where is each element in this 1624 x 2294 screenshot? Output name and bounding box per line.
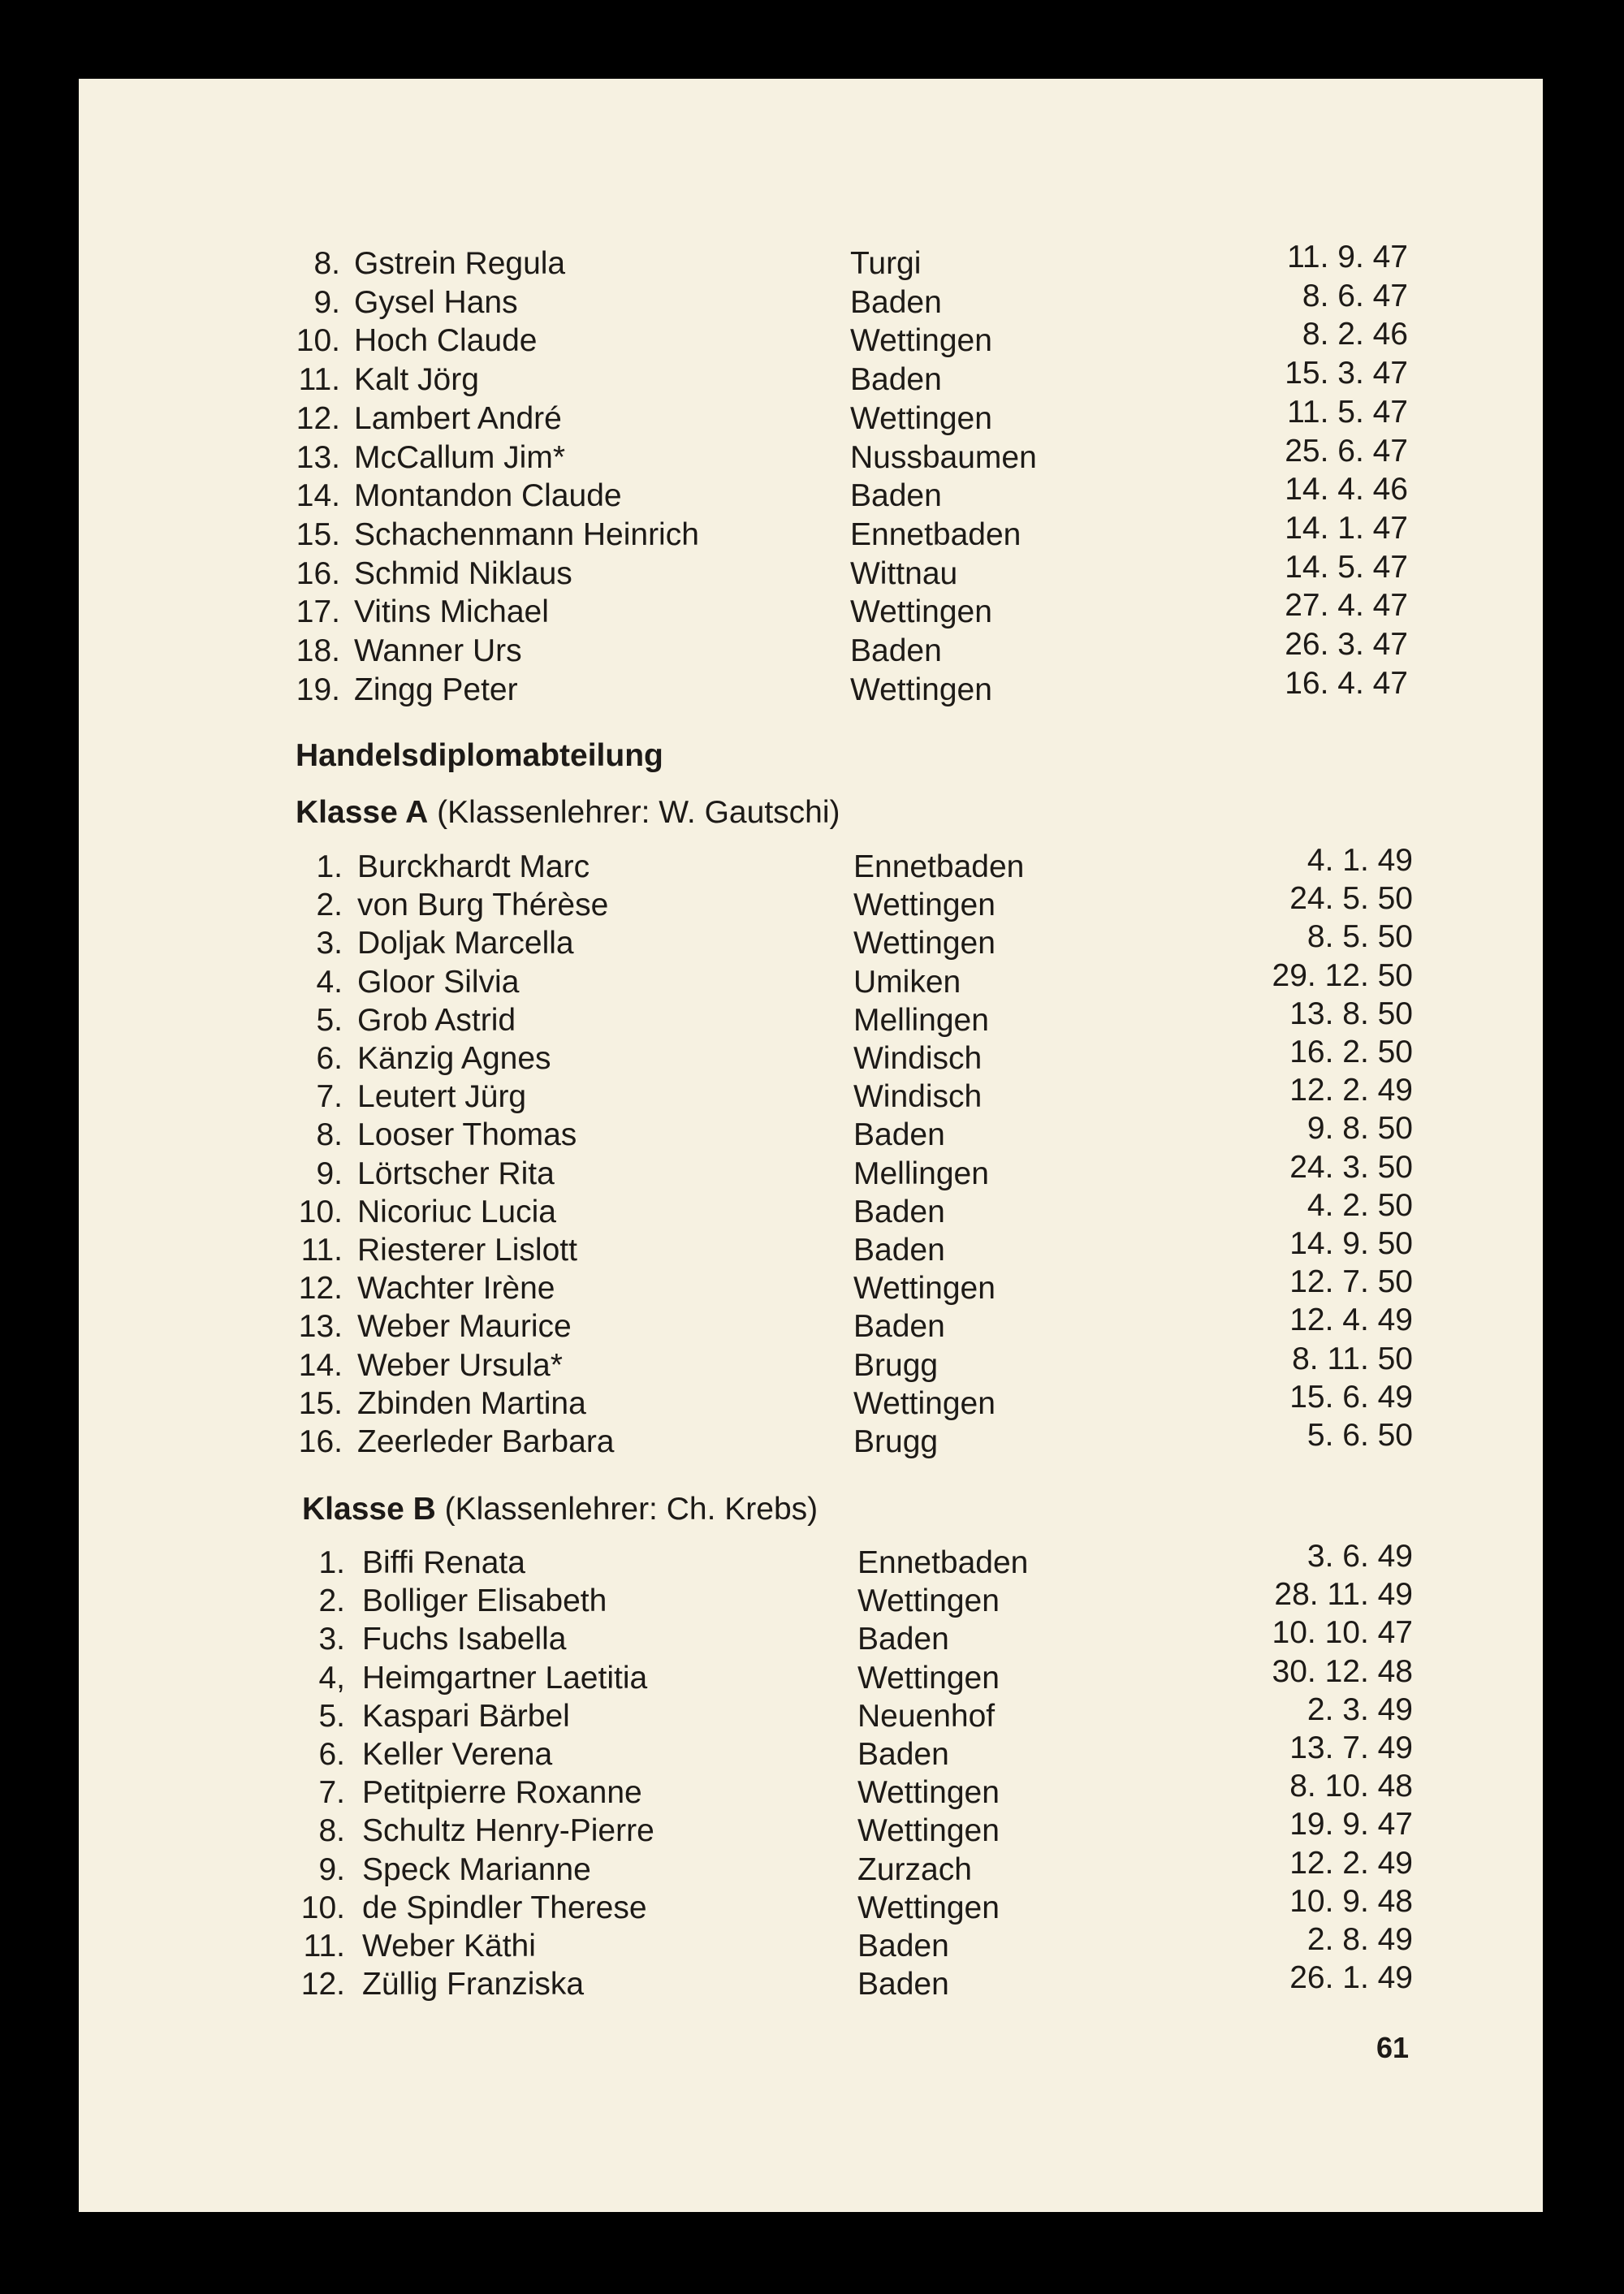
student-place: Wettingen xyxy=(853,926,996,961)
birth-date: 4. 2. 50 xyxy=(1307,1187,1413,1223)
row-number: 8. xyxy=(318,1813,345,1849)
birth-date: 8. 2. 46 xyxy=(1302,317,1408,352)
student-name: Doljak Marcella xyxy=(357,926,574,961)
student-name: Vitins Michael xyxy=(354,594,549,630)
row-number: 18. xyxy=(296,633,340,668)
student-place: Baden xyxy=(857,1622,949,1657)
student-place: Turgi xyxy=(850,246,922,281)
student-name: Grob Astrid xyxy=(357,1002,516,1038)
row-number: 5. xyxy=(318,1698,345,1734)
student-place: Wettingen xyxy=(857,1660,1000,1696)
student-place: Wettingen xyxy=(857,1813,1000,1849)
student-place: Baden xyxy=(850,362,942,398)
birth-date: 10. 9. 48 xyxy=(1289,1883,1413,1919)
birth-date: 10. 10. 47 xyxy=(1272,1615,1413,1651)
student-name: McCallum Jim* xyxy=(354,439,566,475)
student-place: Ennetbaden xyxy=(850,516,1021,552)
row-number: 16. xyxy=(298,1424,343,1459)
student-place: Wettingen xyxy=(857,1583,1000,1619)
student-place: Wettingen xyxy=(850,400,992,436)
klasse-b-heading xyxy=(302,1492,818,1527)
student-place: Baden xyxy=(853,1233,945,1268)
student-name: Wanner Urs xyxy=(354,633,522,668)
student-place: Wettingen xyxy=(850,672,992,707)
student-name: Zeerleder Barbara xyxy=(357,1424,615,1459)
row-number: 9. xyxy=(316,1156,343,1191)
student-name: Gysel Hans xyxy=(354,284,518,320)
row-number: 2. xyxy=(316,888,343,923)
student-name: Looser Thomas xyxy=(357,1117,577,1153)
student-name: Wachter Irène xyxy=(357,1271,555,1307)
student-place: Baden xyxy=(853,1194,945,1229)
birth-date: 25. 6. 47 xyxy=(1285,433,1408,469)
row-number: 2. xyxy=(318,1583,345,1619)
birth-date: 2. 3. 49 xyxy=(1307,1691,1413,1727)
row-number: 7. xyxy=(316,1079,343,1115)
row-number: 8. xyxy=(313,246,340,281)
row-number: 1. xyxy=(318,1545,345,1580)
row-number: 10. xyxy=(296,323,340,359)
row-number: 9. xyxy=(318,1851,345,1887)
student-name: Leutert Jürg xyxy=(357,1079,527,1115)
list-item xyxy=(79,1960,1543,2003)
row-number: 5. xyxy=(316,1002,343,1038)
list-item xyxy=(79,665,1543,709)
birth-date: 15. 6. 49 xyxy=(1289,1379,1413,1415)
student-name: Weber Maurice xyxy=(357,1309,572,1345)
student-name: Kalt Jörg xyxy=(354,362,479,398)
student-place: Wettingen xyxy=(857,1775,1000,1811)
student-place: Windisch xyxy=(853,1079,983,1115)
student-place: Baden xyxy=(853,1309,945,1345)
student-place: Baden xyxy=(853,1117,945,1153)
birth-date: 13. 8. 50 xyxy=(1289,996,1413,1031)
student-place: Wettingen xyxy=(850,594,992,630)
student-name: von Burg Thérèse xyxy=(357,888,609,923)
birth-date: 9. 8. 50 xyxy=(1307,1111,1413,1147)
birth-date: 16. 4. 47 xyxy=(1285,665,1408,701)
row-number: 13. xyxy=(296,439,340,475)
row-number: 13. xyxy=(298,1309,343,1345)
row-number: 11. xyxy=(298,362,340,398)
student-place: Ennetbaden xyxy=(857,1545,1029,1580)
birth-date: 30. 12. 48 xyxy=(1272,1653,1413,1689)
student-place: Baden xyxy=(857,1737,949,1772)
birth-date: 24. 3. 50 xyxy=(1289,1149,1413,1185)
list-item xyxy=(79,1418,1543,1461)
birth-date: 4. 1. 49 xyxy=(1307,843,1413,878)
student-place: Baden xyxy=(850,478,942,514)
birth-date: 3. 6. 49 xyxy=(1307,1539,1413,1574)
student-name: Burckhardt Marc xyxy=(357,849,590,884)
student-name: Gstrein Regula xyxy=(354,246,566,281)
student-name: Heimgartner Laetitia xyxy=(362,1660,648,1696)
student-name: Zingg Peter xyxy=(354,672,518,707)
row-number: 6. xyxy=(316,1041,343,1076)
birth-date: 12. 4. 49 xyxy=(1289,1303,1413,1338)
student-name: Gloor Silvia xyxy=(357,964,520,1000)
klasse-b-title: Klasse B xyxy=(302,1492,436,1527)
student-name: Zbinden Martina xyxy=(357,1385,586,1421)
student-place: Windisch xyxy=(853,1041,983,1076)
student-name: Hoch Claude xyxy=(354,323,538,359)
student-name: Keller Verena xyxy=(362,1737,553,1772)
birth-date: 14. 5. 47 xyxy=(1285,549,1408,585)
row-number: 19. xyxy=(296,672,340,707)
student-place: Neuenhof xyxy=(857,1698,996,1734)
row-number: 17. xyxy=(296,594,340,630)
student-place: Baden xyxy=(857,1929,949,1964)
row-number: 10. xyxy=(298,1194,343,1229)
student-name: Nicoriuc Lucia xyxy=(357,1194,556,1229)
student-name: Lörtscher Rita xyxy=(357,1156,555,1191)
document-page xyxy=(79,79,1543,2212)
student-place: Baden xyxy=(857,1967,949,2002)
student-place: Wettingen xyxy=(853,1271,996,1307)
row-number: 12. xyxy=(300,1967,345,2002)
birth-date: 12. 2. 49 xyxy=(1289,1073,1413,1108)
student-place: Zurzach xyxy=(857,1851,972,1887)
student-place: Brugg xyxy=(853,1424,939,1459)
student-name: Lambert André xyxy=(354,400,562,436)
student-place: Mellingen xyxy=(853,1156,989,1191)
birth-date: 29. 12. 50 xyxy=(1272,957,1413,993)
student-name: Weber Ursula* xyxy=(357,1347,563,1383)
row-number: 11. xyxy=(300,1233,343,1268)
student-name: Känzig Agnes xyxy=(357,1041,551,1076)
birth-date: 8. 11. 50 xyxy=(1292,1341,1413,1376)
student-place: Mellingen xyxy=(853,1002,989,1038)
student-place: Baden xyxy=(850,284,942,320)
birth-date: 16. 2. 50 xyxy=(1289,1035,1413,1069)
row-number: 1. xyxy=(316,849,343,884)
row-number: 14. xyxy=(296,478,340,514)
student-name: Schmid Niklaus xyxy=(354,555,572,591)
row-number: 8. xyxy=(316,1117,343,1153)
row-number: 3. xyxy=(316,926,343,961)
student-name: de Spindler Therese xyxy=(362,1890,647,1925)
birth-date: 14. 1. 47 xyxy=(1285,510,1408,546)
student-place: Ennetbaden xyxy=(853,849,1025,884)
birth-date: 26. 1. 49 xyxy=(1289,1960,1413,1996)
klasse-a-teacher: (Klassenlehrer: W. Gautschi) xyxy=(437,795,840,830)
klasse-b-teacher: (Klassenlehrer: Ch. Krebs) xyxy=(444,1492,818,1527)
row-number: 4. xyxy=(316,964,343,1000)
student-name: Biffi Renata xyxy=(362,1545,525,1580)
row-number: 6. xyxy=(318,1737,345,1772)
student-place: Wittnau xyxy=(850,555,958,591)
birth-date: 5. 6. 50 xyxy=(1307,1418,1413,1453)
row-number: 15. xyxy=(298,1385,343,1421)
birth-date: 15. 3. 47 xyxy=(1285,356,1408,391)
student-place: Wettingen xyxy=(857,1890,1000,1925)
birth-date: 11. 5. 47 xyxy=(1287,394,1408,430)
student-name: Montandon Claude xyxy=(354,478,622,514)
birth-date: 28. 11. 49 xyxy=(1274,1577,1413,1613)
row-number: 10. xyxy=(300,1890,345,1925)
student-name: Fuchs Isabella xyxy=(362,1622,567,1657)
birth-date: 13. 7. 49 xyxy=(1289,1730,1413,1765)
student-place: Umiken xyxy=(853,964,961,1000)
row-number: 12. xyxy=(296,400,340,436)
student-name: Petitpierre Roxanne xyxy=(362,1775,642,1811)
birth-date: 8. 5. 50 xyxy=(1307,919,1413,955)
birth-date: 8. 10. 48 xyxy=(1289,1769,1413,1804)
birth-date: 8. 6. 47 xyxy=(1302,278,1408,313)
row-number: 7. xyxy=(318,1775,345,1811)
student-place: Wettingen xyxy=(850,323,992,359)
row-number: 12. xyxy=(298,1271,343,1307)
student-name: Züllig Franziska xyxy=(362,1967,585,2002)
birth-date: 12. 2. 49 xyxy=(1289,1845,1413,1881)
birth-date: 11. 9. 47 xyxy=(1287,240,1408,274)
birth-date: 27. 4. 47 xyxy=(1285,588,1408,624)
birth-date: 12. 7. 50 xyxy=(1289,1264,1413,1300)
row-number: 3. xyxy=(318,1622,345,1657)
student-name: Kaspari Bärbel xyxy=(362,1698,570,1734)
row-number: 16. xyxy=(296,555,340,591)
student-place: Baden xyxy=(850,633,942,668)
student-name: Weber Käthi xyxy=(362,1929,536,1964)
page-number: 61 xyxy=(1376,2031,1410,2064)
row-number: 15. xyxy=(296,516,340,552)
klasse-a-title: Klasse A xyxy=(296,795,429,830)
row-number: 14. xyxy=(298,1347,343,1383)
klasse-a-heading xyxy=(296,795,840,831)
student-name: Schultz Henry-Pierre xyxy=(362,1813,654,1849)
birth-date: 2. 8. 49 xyxy=(1307,1922,1413,1957)
student-place: Nussbaumen xyxy=(850,439,1037,475)
student-place: Brugg xyxy=(853,1347,939,1383)
row-number: 9. xyxy=(313,284,340,320)
student-place: Wettingen xyxy=(853,1385,996,1421)
student-name: Riesterer Lislott xyxy=(357,1233,577,1268)
birth-date: 14. 9. 50 xyxy=(1289,1226,1413,1261)
birth-date: 14. 4. 46 xyxy=(1285,472,1408,508)
student-name: Schachenmann Heinrich xyxy=(354,516,699,552)
birth-date: 24. 5. 50 xyxy=(1289,881,1413,917)
birth-date: 26. 3. 47 xyxy=(1285,627,1408,662)
student-place: Wettingen xyxy=(853,888,996,923)
department-title: Handelsdiplomabteilung xyxy=(296,738,663,773)
row-number: 11. xyxy=(303,1929,345,1964)
row-number: 4, xyxy=(318,1660,345,1696)
student-name: Bolliger Elisabeth xyxy=(362,1583,607,1619)
student-name: Speck Marianne xyxy=(362,1851,591,1887)
birth-date: 19. 9. 47 xyxy=(1289,1807,1413,1843)
